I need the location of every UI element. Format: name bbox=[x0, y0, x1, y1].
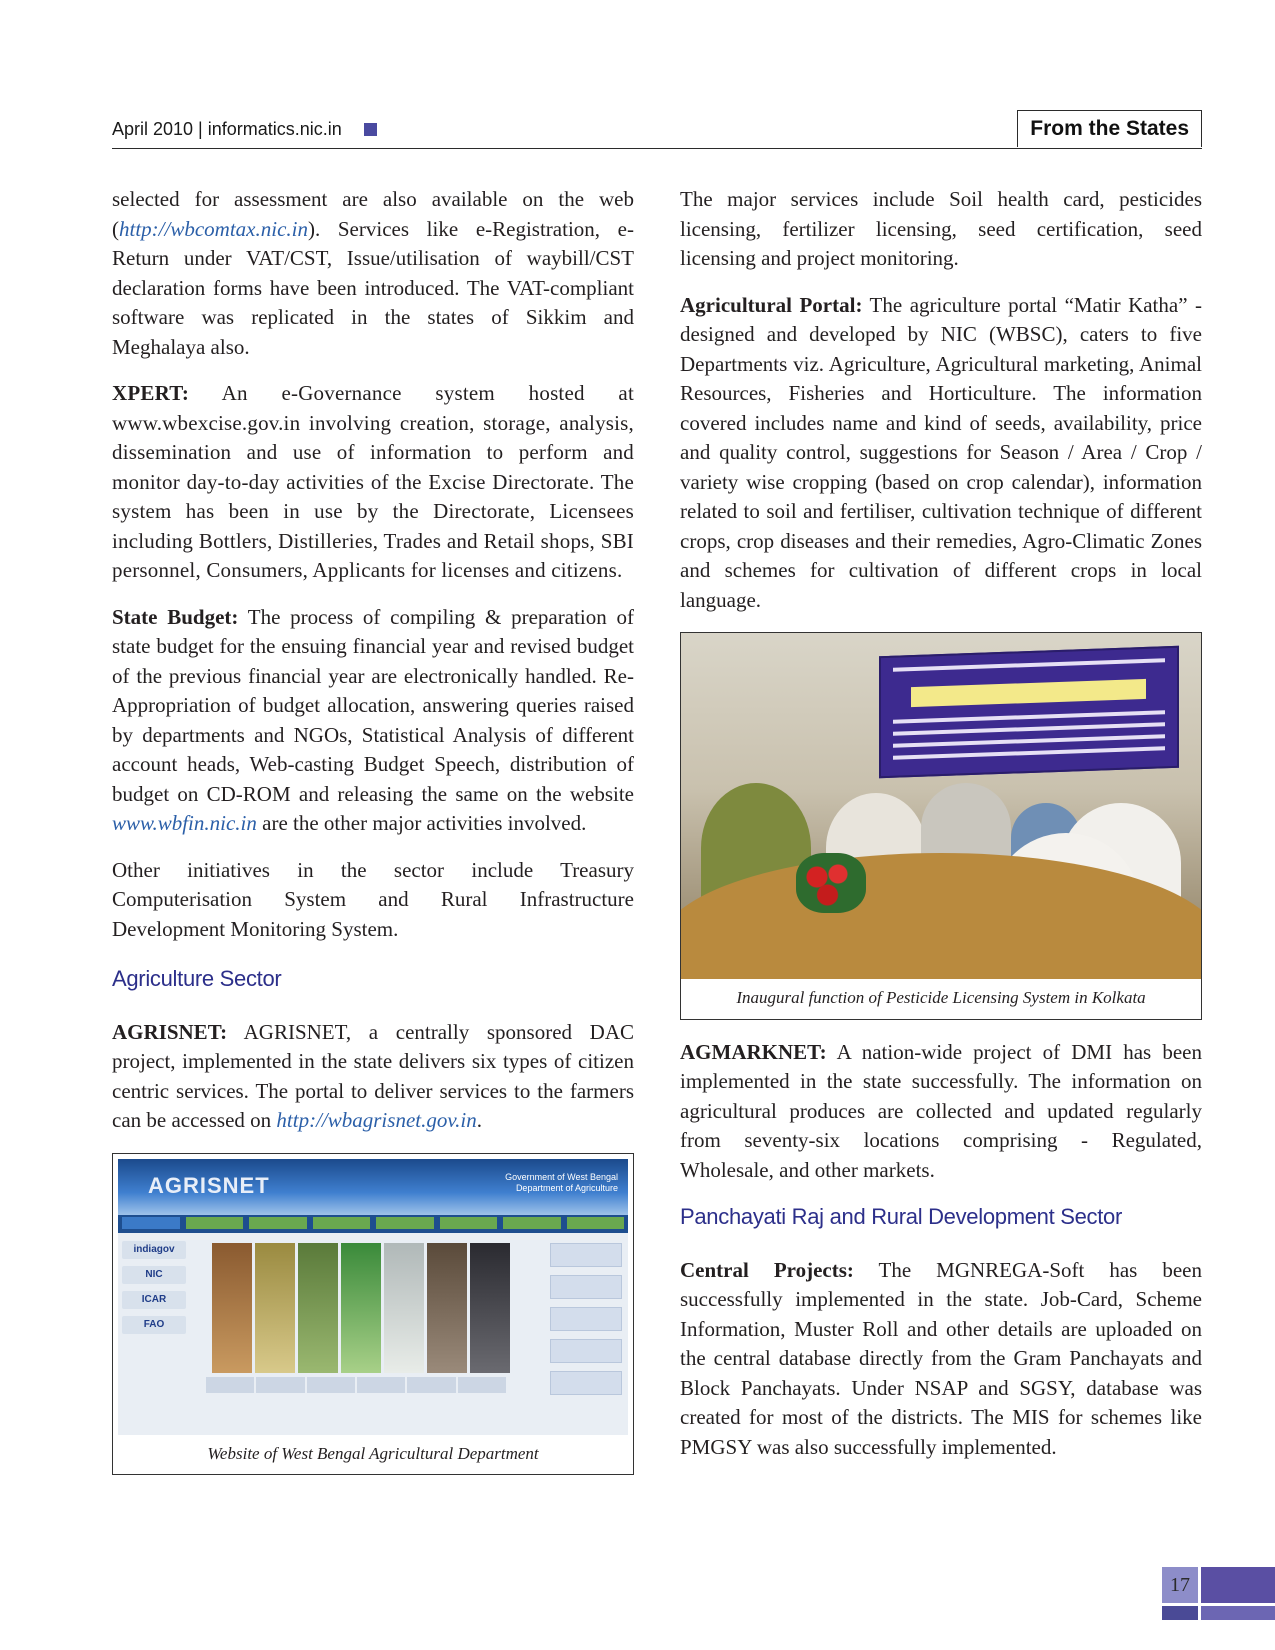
wbcomtax-link[interactable]: http://wbcomtax.nic.in bbox=[119, 216, 308, 241]
issue-text: April 2010 | informatics.nic.in bbox=[112, 119, 342, 139]
section-title: From the States bbox=[1017, 110, 1202, 147]
wbfin-link[interactable]: www.wbfin.nic.in bbox=[112, 811, 257, 835]
right-column bbox=[680, 185, 1202, 1479]
project-tabs bbox=[206, 1377, 506, 1393]
partner-logo: ICAR bbox=[122, 1291, 186, 1309]
partner-logo: NIC bbox=[122, 1266, 186, 1284]
paragraph-agrisnet: AGRISNET: AGRISNET, a centrally sponsored DAC project, implemented in the state delivers six types of citizen centric services. The portal to deliver services to the farmers can be accessed on http://wbagrisnet.gov.in. bbox=[112, 1019, 634, 1132]
banner-image bbox=[879, 646, 1179, 778]
square-bullet-icon bbox=[364, 123, 377, 136]
flower-arrangement bbox=[796, 853, 866, 913]
footer-decoration bbox=[1201, 1567, 1275, 1603]
paragraph-major-services: The major services include Soil health card, pesticides licensing, fertilizer licensing, seed certification, seed licensing and project monitoring. bbox=[680, 187, 1202, 270]
paragraph-agmarknet: AGMARKNET: A nation-wide project of DMI has been implemented in the state successfully. The information on agricultural produces are collected and updated regularly from seventy-six locations comprising - Regulated, Wholesale, and other markets. bbox=[680, 1039, 1202, 1182]
inauguration-photo bbox=[681, 633, 1201, 979]
paragraph-agricultural-portal: Agricultural Portal: The agriculture portal “Matir Katha” - designed and developed by NIC (WBSC), caters to five Departments viz. Agriculture, Agricultural marketing, Animal Resources, Fisheries and Horticulture. The information covered includes name and kind of seeds, availability, price and quality control, suggestions for Season / Area / Crop / variety wise cropping (based on crop calendar), information related to soil and fertiliser, cultivation technique of different crops, crop diseases and their remedies, Agro-Climatic Zones and schemes for cultivation of different crops in local language. bbox=[680, 292, 1203, 612]
agrisnet-label: AGRISNET: bbox=[112, 1019, 228, 1044]
agrisnet-nav bbox=[118, 1215, 628, 1233]
agmarknet-label: AGMARKNET: bbox=[680, 1039, 827, 1064]
paragraph-central-projects: Central Projects: The MGNREGA-Soft has been successfully implemented in the state. Job-Card, Scheme Information, Muster Roll and other details are uploaded on the central database directly from the Gram Panchayats and Block Panchayats. Under NSAP and SGSY, database was created for most of the districts. The MIS for schemes like PMGSY was also successfully implemented. bbox=[680, 1257, 1202, 1459]
footer-decoration bbox=[1162, 1606, 1198, 1620]
paragraph-commtax: selected for assessment are also available on the web (http://wbcomtax.nic.in). Services like e-Registration, e-Return under VAT/CST, Issue/utilisation of waybill/CST declaration forms have been introduced. The VAT-compliant software was replicated in the states of Sikkim and Meghalaya also. bbox=[112, 187, 634, 359]
agricultural-portal-label: Agricultural Portal: bbox=[680, 292, 863, 317]
photo-caption: Inaugural function of Pesticide Licensing System in Kolkata bbox=[736, 988, 1146, 1007]
pesticide-photo-figure bbox=[680, 632, 1202, 1020]
agrisnet-banner bbox=[118, 1159, 628, 1215]
gov-wb-label: Government of West Bengal Department of Agriculture bbox=[505, 1171, 618, 1193]
state-budget-label: State Budget: bbox=[112, 604, 239, 629]
partner-logo: indiagov bbox=[122, 1241, 186, 1259]
left-column bbox=[112, 185, 634, 1475]
paragraph-xpert: XPERT: An e-Governance system hosted at www.wbexcise.gov.in involving creation, storage, analysis, dissemination and use of information to perform and monitor day-to-day activities of the Excise Directorate. The system has been in use by the Directorate, Licensees including Bottlers, Distilleries, Trades and Retail shops, SBI personnel, Consumers, Applicants for licenses and citizens. bbox=[112, 381, 634, 582]
agrisnet-screenshot bbox=[118, 1159, 628, 1435]
service-image-strips bbox=[212, 1243, 510, 1373]
paragraph-state-budget: State Budget: The process of compiling & preparation of state budget for the ensuing financial year and revised budget of the previous financial year are electronically handled. Re-Appropriation of budget allocation, answering queries raised by departments and NGOs, Statistical Analysis of different account heads, Web-casting Budget Speech, distribution of budget on CD-ROM and releasing the same on the website www.wbfin.nic.in are the other major activities involved. bbox=[112, 604, 634, 835]
agrisnet-website-figure bbox=[112, 1153, 634, 1476]
central-projects-label: Central Projects: bbox=[680, 1257, 854, 1282]
page-header bbox=[112, 110, 1202, 149]
panchayati-raj-heading: Panchayati Raj and Rural Development Sector bbox=[680, 1204, 1123, 1229]
partner-logos bbox=[122, 1241, 186, 1341]
figure-caption: Website of West Bengal Agricultural Department bbox=[207, 1443, 539, 1463]
agrisnet-logo: AGRISNET bbox=[148, 1172, 270, 1198]
wbagrisnet-link[interactable]: http://wbagrisnet.gov.in bbox=[276, 1108, 477, 1132]
service-links bbox=[550, 1243, 622, 1403]
footer-decoration bbox=[1201, 1606, 1275, 1620]
xpert-label: XPERT: bbox=[112, 381, 190, 405]
agriculture-sector-heading: Agriculture Sector bbox=[112, 966, 282, 991]
partner-logo: FAO bbox=[122, 1316, 186, 1334]
paragraph-other-initiatives: Other initiatives in the sector include Treasury Computerisation System and Rural Infrastructure Development Monitoring System. bbox=[112, 857, 634, 941]
page-number: 17 bbox=[1162, 1567, 1198, 1603]
issue-info bbox=[112, 119, 377, 140]
